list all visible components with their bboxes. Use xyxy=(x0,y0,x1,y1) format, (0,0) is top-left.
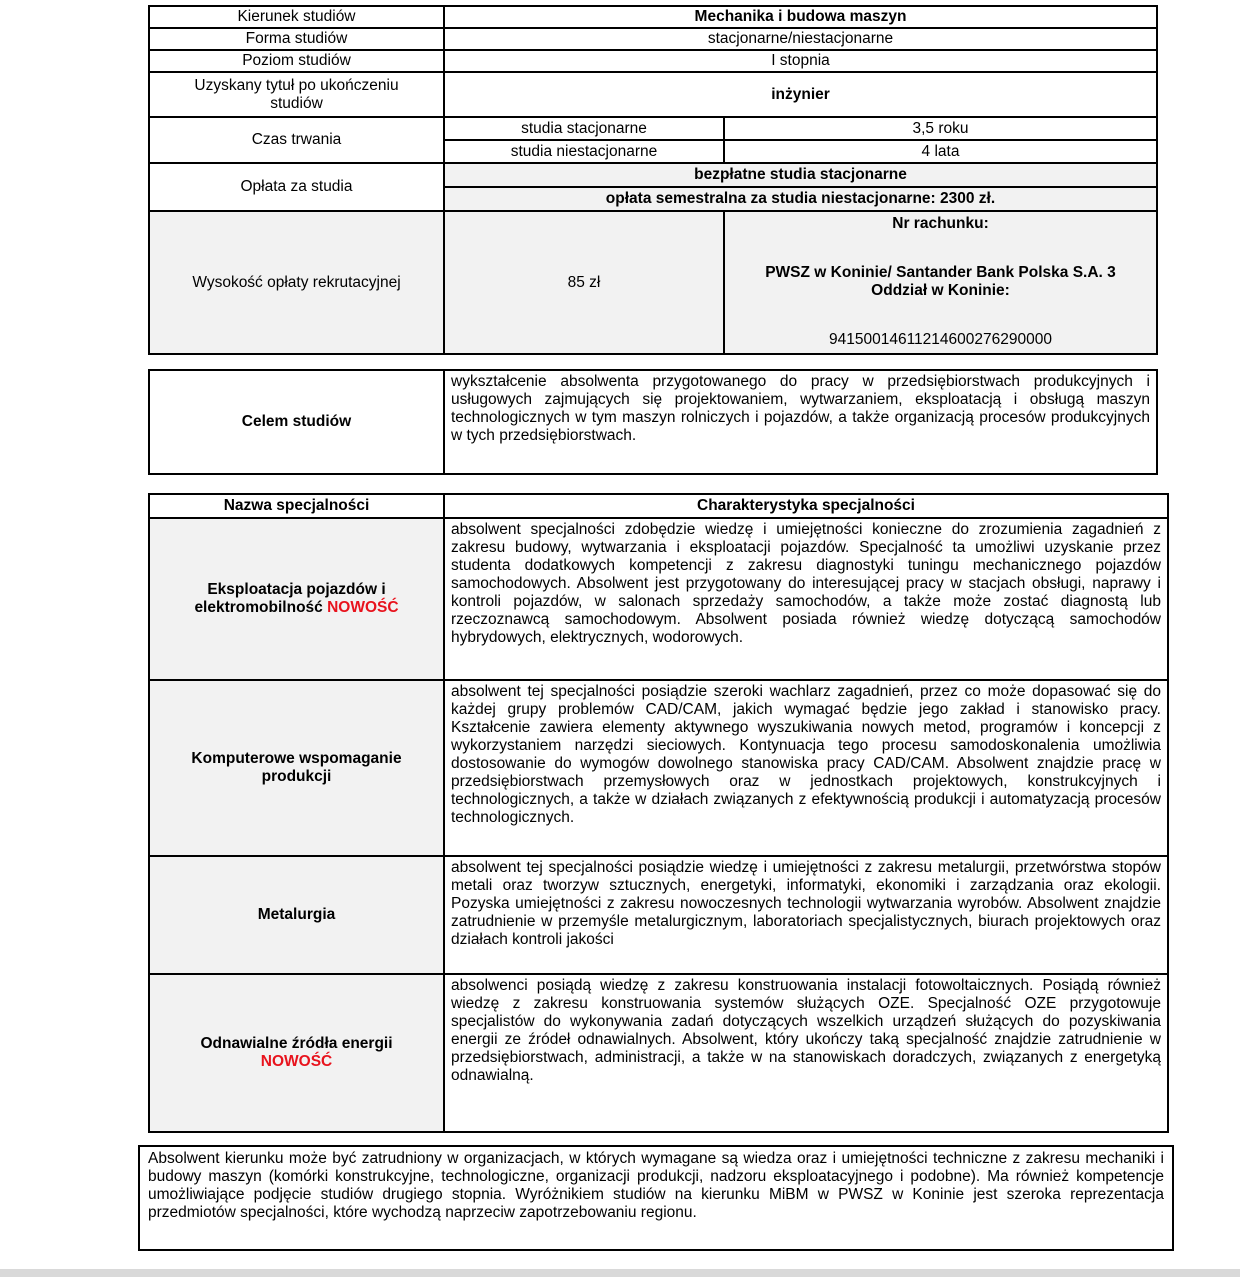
account-bank: PWSZ w Koninie/ Santander Bank Polska S.A. 3 Oddział w Koninie: xyxy=(765,264,1116,299)
spec-name: Odnawialne źródła energii xyxy=(200,1035,393,1052)
table-row xyxy=(149,117,1157,140)
field-value: inżynier xyxy=(444,72,1157,117)
account-number: 94150014611214600276290000 xyxy=(829,331,1052,348)
field-label: Wysokość opłaty rekrutacyjnej xyxy=(149,211,444,354)
fee-amount: 85 zł xyxy=(444,211,724,354)
field-value: stacjonarne/niestacjonarne xyxy=(444,28,1157,50)
table-row xyxy=(149,163,1157,187)
page-bottom-strip xyxy=(0,1269,1240,1277)
table-row xyxy=(149,72,1157,117)
field-label xyxy=(149,72,444,117)
spec-header-desc: Charakterystyka specjalności xyxy=(444,494,1168,518)
spec-name: Komputerowe wspomaganie produkcji xyxy=(191,750,402,785)
spec-name-cell xyxy=(149,856,444,974)
document-page xyxy=(0,5,1240,1251)
field-label: Opłata za studia xyxy=(149,163,444,211)
field-label-text: Uzyskany tytuł po ukończeniu studiów xyxy=(194,76,399,112)
spec-row xyxy=(149,856,1168,974)
spec-name-cell xyxy=(149,974,444,1132)
table-row xyxy=(149,6,1157,28)
table-row xyxy=(149,370,1157,474)
table-row xyxy=(139,1146,1173,1250)
summary-table xyxy=(138,1145,1174,1251)
spec-row xyxy=(149,680,1168,856)
duration-mode: studia niestacjonarne xyxy=(444,140,724,163)
table-row xyxy=(149,28,1157,50)
goal-label: Celem studiów xyxy=(149,370,444,474)
goal-table xyxy=(148,369,1158,475)
field-value: I stopnia xyxy=(444,50,1157,72)
spec-desc: absolwent tej specjalności posiądzie szeroki wachlarz zagadnień, przez co może dopasować się do każdej grupy problemów CAD/CAM, jakich wymagać będzie jego zakład i stanowisko pracy. Kształcenie zawiera elementy aktywnego wyszukiwania nowych metod, programów i koncepcji z wykorzystaniem narzędzi sieciowych. Kontynuacja tego procesu samodoskonalenia umożliwia dostosowanie do wymogów dowolnego stanowiska pracy CAD/CAM. Absolwent znajdzie pracę w przedsiębiorstwach przemysłowych oraz w jednostkach projektowych, konstrukcyjnych i technologicznych, a także w działach związanych z efektywnością produkcji i automatyzacją procesów technologicznych. xyxy=(444,680,1168,856)
study-info-table xyxy=(148,5,1158,355)
field-label: Forma studiów xyxy=(149,28,444,50)
spec-name-cell xyxy=(149,518,444,680)
new-badge: NOWOŚĆ xyxy=(260,1053,333,1070)
spec-desc: absolwent tej specjalności posiądzie wiedzę i umiejętności z zakresu metalurgii, przetwórstwa stopów metali oraz tworzyw sztucznych, energetyki, informatyki, ekonomiki i zarządzania oraz ekologii. Pozyska umiejętności z zakresu nowoczesnych technologii wytwarzania wyrobów. Absolwent znajdzie zatrudnienie w przemyśle metalurgicznym, laboratoriach specjalistycznych, biurach projektowych oraz działach kontroli jakości xyxy=(444,856,1168,974)
field-value: Mechanika i budowa maszyn xyxy=(444,6,1157,28)
duration-value: 4 lata xyxy=(724,140,1157,163)
spec-row xyxy=(149,518,1168,680)
account-cell xyxy=(724,211,1157,354)
spec-header-name: Nazwa specjalności xyxy=(149,494,444,518)
table-header-row xyxy=(149,494,1168,518)
spec-desc: absolwent specjalności zdobędzie wiedzę i umiejętności konieczne do zrozumienia zagadnień z zakresu budowy, wytwarzania i eksploatacji pojazdów. Specjalność ta umożliwi uzyskanie przez studenta dodatkowych kompetencji z zakresu diagnostyki tuningu mechanicznego pojazdów samochodowych. Absolwent jest przygotowany do interesującej pracy w stacjach obsługi, naprawy i kontroli pojazdów, w salonach sprzedaży samochodów, a także może zostać diagnostą lub rzeczoznawcą samochodowym. Absolwent posiada również wiedzę dotyczącą samochodów hybrydowych, elektrycznych, wodorowych. xyxy=(444,518,1168,680)
field-label: Kierunek studiów xyxy=(149,6,444,28)
goal-text: wykształcenie absolwenta przygotowanego do pracy w przedsiębiorstwach produkcyjnych i usługowych zajmujących się projektowaniem, wytwarzaniem, eksploatacją i obsługą maszyn technologicznych w tym maszyn rolniczych i pojazdów, a także organizacją procesów produkcyjnych w tych przedsiębiorstwach. xyxy=(444,370,1157,474)
table-row xyxy=(149,211,1157,354)
spec-row xyxy=(149,974,1168,1132)
tuition-line: opłata semestralna za studia niestacjonarne: 2300 zł. xyxy=(444,187,1157,211)
duration-value: 3,5 roku xyxy=(724,117,1157,140)
account-heading: Nr rachunku: xyxy=(892,215,989,232)
spec-name-cell xyxy=(149,680,444,856)
specializations-table xyxy=(148,493,1169,1133)
new-badge: NOWOŚĆ xyxy=(327,599,399,616)
table-row xyxy=(149,50,1157,72)
spec-name: Metalurgia xyxy=(257,906,336,923)
summary-text: Absolwent kierunku może być zatrudniony w organizacjach, w których wymagane są wiedza oraz i umiejętności techniczne z zakresu mechaniki i budowy maszyn (komórki konstrukcyjne, technologiczne, organizacji produkcji, nadzoru eksploatacyjnego i podobne). Ma również kompetencje umożliwiające podjęcie studiów drugiego stopnia. Wyróżnikiem studiów na kierunku MiBM w PWSZ w Koninie jest szeroka reprezentacja przedmiotów specjalności, które wychodzą naprzeciw zapotrzebowaniu regionu. xyxy=(139,1146,1173,1250)
field-label: Czas trwania xyxy=(149,117,444,163)
spec-desc: absolwenci posiądą wiedzę z zakresu konstruowania instalacji fotowoltaicznych. Posiądą również wiedzę z zakresu konstruowania systemów służących OZE. Specjalność OZE przygotowuje specjalistów do wykonywania zadań dotyczących wszelkich urządzeń służących do pozyskiwania energii ze źródeł odnawialnych. Absolwent, który ukończy taką specjalność znajdzie zatrudnienie w przedsiębiorstwach, administracji, a także w na stanowiskach doradczych, związanych z energetyką odnawialną. xyxy=(444,974,1168,1132)
tuition-line: bezpłatne studia stacjonarne xyxy=(444,163,1157,187)
field-label: Poziom studiów xyxy=(149,50,444,72)
account-block xyxy=(733,215,1148,349)
spec-name: Eksploatacja pojazdów i elektromobilność xyxy=(194,581,386,616)
duration-mode: studia stacjonarne xyxy=(444,117,724,140)
